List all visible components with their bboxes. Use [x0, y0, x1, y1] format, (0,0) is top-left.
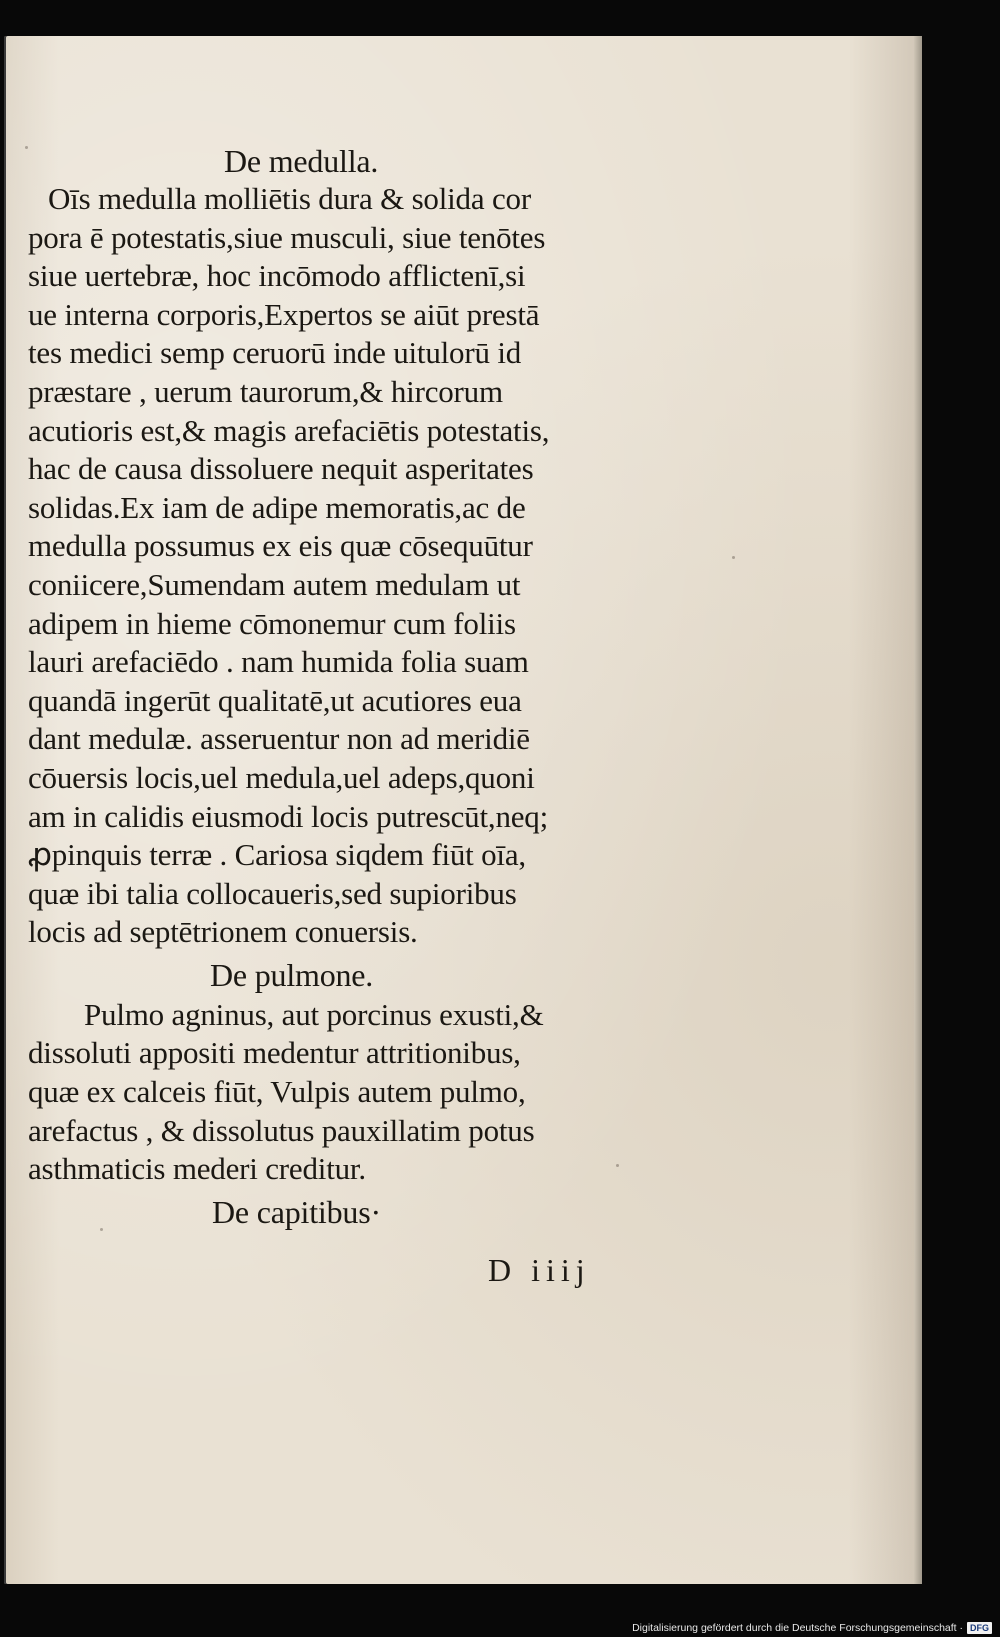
text-line: asthmaticis mederi creditur. — [28, 1151, 366, 1187]
heading-capitibus: De capitibus· — [212, 1193, 381, 1230]
text-line: Pulmo agninus, aut porcinus exusti,& — [84, 996, 544, 1032]
text-line: Oīs medulla molliētis dura & solida cor — [48, 181, 531, 216]
signature-mark: D iiij — [488, 1252, 591, 1288]
page-edge — [914, 36, 922, 1584]
text-line: adipem in hieme cōmonemur cum foliis — [28, 605, 516, 641]
text-line: solidas.Ex iam de adipe memoratis,ac de — [28, 489, 526, 525]
text-line: am in calidis eiusmodi locis putrescūt,neq; — [28, 798, 549, 834]
text-line: tes medici semp ceruorū inde uitulorū id — [28, 335, 522, 371]
text-line: lauri arefaciēdo . nam humida folia suam — [28, 644, 529, 680]
footer-credit: Digitalisierung gefördert durch die Deutsche Forschungsgemeinschaft · — [632, 1622, 963, 1634]
text-line: arefactus , & dissolutus pauxillatim potus — [28, 1112, 535, 1148]
text-line: medulla possumus ex eis quæ cōsequūtur — [28, 528, 533, 564]
text-line: siue uertebræ, hoc incōmodo afflictenī,si — [28, 258, 526, 294]
text-line: cōuersis locis,uel medula,uel adeps,quoni — [28, 759, 535, 795]
digitization-footer — [632, 1622, 992, 1634]
heading-medulla: De medulla. — [224, 143, 379, 179]
dfg-logo-icon: DFG — [967, 1622, 992, 1634]
text-line: ue interna corporis,Expertos se aiūt prestā — [28, 296, 540, 332]
paragraph-pulmone — [28, 996, 668, 1189]
text-line: quæ ibi talia collocaueris,sed supioribus — [28, 875, 517, 911]
page-text — [28, 140, 668, 1233]
text-line: locis ad septētrionem conuersis. — [28, 914, 418, 950]
text-line: pora ē potestatis,siue musculi, siue tenōtes — [28, 219, 546, 255]
text-line: quæ ex calceis fiūt, Vulpis autem pulmo, — [28, 1074, 526, 1110]
text-line: quandā ingerūt qualitatē,ut acutiores eua — [28, 682, 522, 718]
text-line: præstare , uerum taurorum,& hircorum — [28, 373, 503, 409]
text-line: dant medulæ. asseruentur non ad meridiē — [28, 721, 530, 757]
text-line: dissoluti appositi medentur attritionibus, — [28, 1035, 521, 1071]
heading-pulmone: De pulmone. — [210, 956, 374, 993]
paragraph-medulla — [28, 180, 668, 952]
text-line: hac de causa dissoluere nequit asperitates — [28, 451, 534, 487]
text-line: acutioris est,& magis arefaciētis potestatis, — [28, 412, 550, 448]
text-line: ꝓpinquis terræ . Cariosa siqdem fiūt oīa, — [28, 837, 526, 873]
text-line: coniicere,Sumendam autem medulam ut — [28, 566, 521, 602]
